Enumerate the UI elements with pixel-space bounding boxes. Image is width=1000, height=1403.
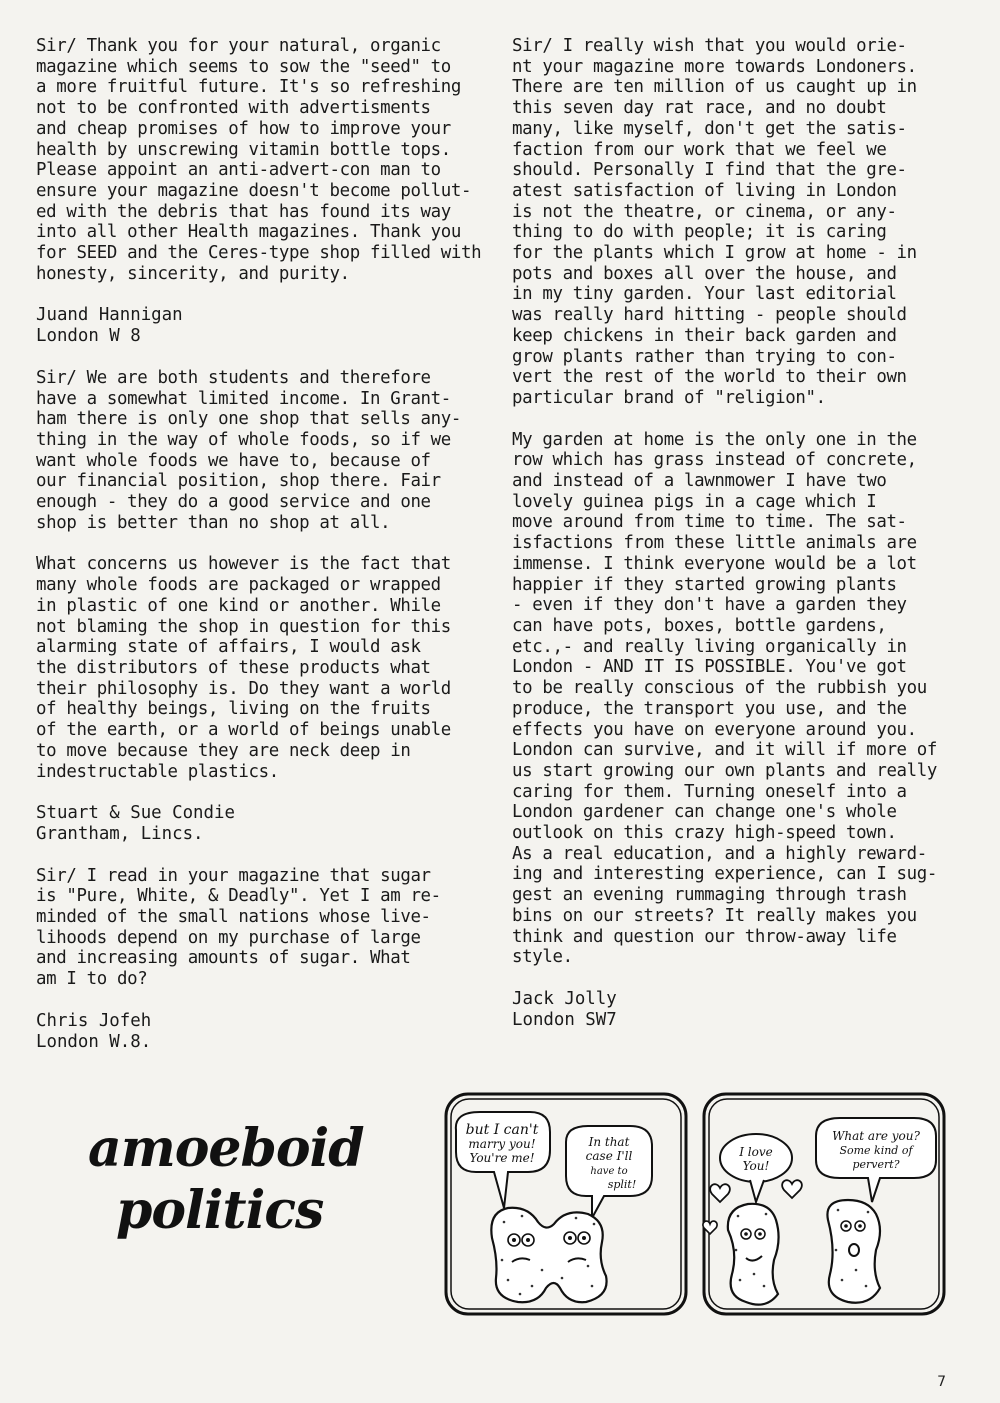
splitting-amoeba-icon	[491, 1208, 606, 1302]
panel-2-bubble-2-line-1: What are you?	[832, 1129, 920, 1143]
panel-1-bubble-2-line-4: split!	[607, 1178, 637, 1191]
page-number: 7	[937, 1374, 946, 1390]
letter-hannigan-body: Sir/ Thank you for your natural, organic magazine which seems to sow the "seed" to a more fruitful future. It's so refreshing not to be confronted with advertisments and cheap promises of how to improve your health by unscrewing vitamin bottle tops. Please appoint an anti-advert-con man to ensure your magazine doesn't become pollut- ed with the debris that has found its way into all other Health magazines. Thank you for SEED and the Ceres-type shop filled with honesty, sincerity, and purity.	[36, 36, 482, 284]
panel-2-bubble-2-line-3: pervert?	[852, 1158, 900, 1171]
letter-condie-body-p1: Sir/ We are both students and therefore have a somewhat limited income. In Grant- ham there is only one shop that sells any- thing in the way of whole foods, so if we want whole foods we have to, because of our financial position, shop there. Fair enough - they do a good service and one shop is better than no shop at all.	[36, 367, 462, 533]
comic-panel-1	[442, 1090, 690, 1318]
panel-2-bubble-1-line-2: You!	[742, 1159, 770, 1173]
panel-1-bubble-1-line-3: You're me!	[469, 1151, 535, 1165]
panel-1-bubble-1-line-2: marry you!	[468, 1137, 536, 1151]
panel-2-bubble-2-line-2: Some kind of	[839, 1144, 913, 1157]
letter-jofeh-body: Sir/ I read in your magazine that sugar is "Pure, White, & Deadly". Yet I am re- minded of the small nations whose live- lihoods depend on my purchase of large and increasing amounts of sugar. What am I to do?	[36, 865, 441, 990]
heart-icon	[782, 1180, 802, 1198]
letter-jolly-body-p1: Sir/ I really wish that you would orie- nt your magazine more towards Londoners. There are ten million of us caught up in this seven day rat race, and no doubt many, like myself, don't get the satis- faction from our work that we feel we should. Personally I find that the gre- atest satisfaction of living in London is not the theatre, or cinema, or any- thing to do with people; it is caring for the plants which I grow at home - in pots and boxes all over the house, and in my tiny garden. Your last editorial was really hard hitting - people should keep chickens in their back garden and grow plants rather than trying to con- vert the rest of the world to their own particular brand of "religion".	[512, 36, 917, 408]
left-column	[36, 36, 504, 1073]
right-column	[512, 36, 972, 1051]
cartoon-title-line1: amoeboid	[88, 1118, 364, 1179]
letter-jolly-body-p2: My garden at home is the only one in the row which has grass instead of concrete, and instead of a lawnmower I have two lovely guinea pigs in a cage which I move around from time to time. The sat- isfactions from these little animals are immense. I think everyone would be a lot happier if they started growing plants - even if they don't have a garden they can have pots, boxes, bottle gardens, etc.,- and really living organically in London - AND IT IS POSSIBLE. You've got to be really conscious of the rubbish you produce, the transport you use, and the effects you have on everyone around you. London can survive, and it will if more of us start growing our own plants and really caring for them. Turning oneself into a London gardener can change one's whole outlook on this crazy high-speed town. As a real education, and a highly reward- ing and interesting experience, can I sug- gest an evening rummaging through trash bins on our streets? It really makes you think and question our throw-away life style.	[512, 429, 938, 968]
cartoon-title	[88, 1118, 364, 1242]
heart-icon	[710, 1184, 730, 1202]
lovestruck-amoeba-icon	[728, 1204, 779, 1305]
letter-jolly-signature: Jack Jolly London SW7	[512, 988, 617, 1030]
panel-1-bubble-2-line-1: In that	[588, 1135, 630, 1149]
letter-condie-signature: Stuart & Sue Condie Grantham, Lincs.	[36, 803, 235, 844]
panel-2-bubble-1-line-1: I love	[739, 1145, 773, 1159]
surprised-amoeba-icon	[827, 1200, 880, 1303]
amoeboid-comic-strip	[442, 1090, 962, 1318]
panel-1-bubble-2-line-2: case I'll	[585, 1149, 633, 1163]
letter-hannigan-signature: Juand Hannigan London W 8	[36, 305, 183, 347]
letter-jofeh-signature: Chris Jofeh London W.8.	[36, 1010, 152, 1052]
panel-1-bubble-2-line-3: have to	[590, 1166, 628, 1177]
cartoon-title-line2: politics	[116, 1180, 324, 1241]
panel-1-bubble-1-line-1: but I can't	[465, 1122, 539, 1138]
comic-panel-2	[700, 1090, 948, 1318]
letter-condie-body-p2: What concerns us however is the fact that many whole foods are packaged or wrapped in plastic of one kind or another. While not blaming the shop in question for this alarming state of affairs, I would ask the distributors of these products what their philosophy is. Do they want a world of healthy beings, living on the fruits of the earth, or a world of beings unable to move because they are neck deep in indestructable plastics.	[36, 554, 451, 782]
